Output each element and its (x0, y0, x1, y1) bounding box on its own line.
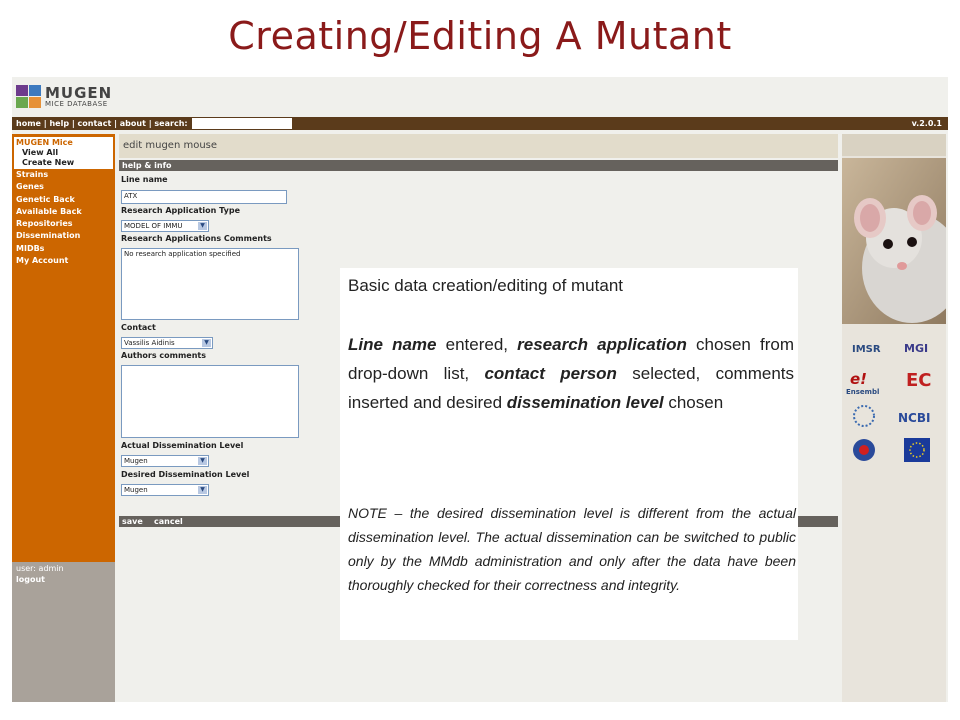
desired-dissemination-select[interactable] (121, 484, 209, 496)
annotation-text: selected, comments inserted and desired (348, 364, 795, 412)
nav-search-label: search: (154, 119, 188, 128)
search-input[interactable] (192, 118, 292, 129)
contact-value: Vassilis Aidinis (124, 339, 175, 347)
save-button[interactable]: save (122, 517, 143, 526)
cancel-button[interactable]: cancel (153, 517, 183, 526)
actual-dissemination-value: Mugen (124, 457, 148, 465)
sidebar (12, 134, 115, 562)
sidebar-item-available-back[interactable]: Available Back (16, 206, 82, 216)
nav-help[interactable]: help (49, 119, 70, 128)
top-nav (12, 117, 948, 130)
line-name-label: Line name (121, 175, 168, 184)
research-type-value: MODEL OF IMMU (124, 222, 183, 230)
line-name-input[interactable]: ATX (121, 190, 287, 204)
version-label: v.2.0.1 (911, 119, 942, 128)
nav-separator: | (111, 119, 120, 128)
partner-logos (842, 332, 946, 476)
slide-title: Creating/Editing A Mutant (228, 14, 732, 58)
page-title: edit mugen mouse (123, 140, 218, 151)
right-column (842, 134, 946, 702)
nav-separator: | (145, 119, 155, 128)
logo-ec: EC (906, 370, 932, 391)
sidebar-item-dissemination[interactable]: Dissemination (16, 231, 81, 241)
sidebar-item-midbs[interactable]: MIDBs (16, 243, 45, 253)
sidebar-item-strains[interactable]: Strains (16, 170, 49, 179)
logo-mgi: MGI (904, 342, 929, 355)
annotation-body (348, 330, 794, 417)
help-info-bar[interactable]: help & info (119, 160, 838, 171)
logo-ncbi: NCBI (898, 411, 931, 425)
chevron-down-icon: ▼ (198, 222, 207, 230)
annotation-text: chosen from drop-down list, (348, 335, 795, 383)
mugen-logo[interactable] (16, 83, 112, 111)
annotation-text: entered, (436, 335, 518, 354)
term-research-application: research application (517, 335, 687, 354)
nav-separator: | (40, 119, 50, 128)
mugen-logo-icon (16, 85, 42, 109)
research-comments-label: Research Applications Comments (121, 234, 272, 243)
contact-select[interactable] (121, 337, 213, 349)
nav-separator: | (69, 119, 78, 128)
desired-dissemination-label: Desired Dissemination Level (121, 470, 250, 479)
annotation-text: chosen (663, 393, 724, 412)
current-user: user: admin (16, 564, 64, 573)
sidebar-item-create-new[interactable]: Create New (22, 158, 75, 167)
sidebar-item-genetic-back[interactable]: Genetic Back (16, 194, 75, 204)
user-box (12, 562, 115, 702)
term-contact-person: contact person (484, 364, 617, 383)
sidebar-item-genes[interactable]: Genes (16, 182, 44, 192)
decorative-strip (842, 134, 946, 156)
annotation-note: NOTE – the desired dissemination level is different from the actual dissemination level. The actual dissemination can be switched to public only by the MMdb administration and only after the data have been thoroughly checked for their correctness and integrity. (348, 505, 796, 593)
chevron-down-icon: ▼ (198, 457, 207, 465)
sidebar-item-my-account[interactable]: My Account (16, 256, 69, 266)
sidebar-item-repositories[interactable]: Repositories (16, 219, 73, 229)
mouse-photo (842, 158, 946, 324)
research-comments-textarea[interactable]: No research application specified (121, 248, 299, 320)
term-dissemination-level: dissemination level (506, 393, 664, 412)
logo-imsr: IMSR (852, 344, 881, 355)
desired-dissemination-value: Mugen (124, 486, 148, 494)
sidebar-header-mugen-mice[interactable]: MUGEN Mice (16, 138, 73, 147)
research-type-label: Research Application Type (121, 206, 241, 215)
logo-ensembl: Ensembl (846, 388, 880, 396)
nav-contact[interactable]: contact (77, 119, 112, 128)
sidebar-item-view-all[interactable]: View All (22, 148, 59, 157)
app-header (12, 77, 948, 115)
actual-dissemination-select[interactable] (121, 455, 209, 467)
authors-comments-label: Authors comments (121, 351, 207, 360)
authors-comments-textarea[interactable] (121, 365, 299, 438)
annotation-heading: Basic data creation/editing of mutant (348, 276, 623, 295)
logo-name: MUGEN (45, 84, 113, 102)
svg-text:e!: e! (850, 370, 868, 388)
research-type-select[interactable] (121, 220, 209, 232)
term-line-name: Line name (348, 335, 437, 354)
logo-subtitle: MICE DATABASE (45, 100, 108, 108)
chevron-down-icon: ▼ (198, 486, 207, 494)
nav-home[interactable]: home (16, 119, 41, 128)
sidebar-mice-group (14, 137, 113, 169)
page-header (119, 134, 838, 158)
logout-link[interactable]: logout (16, 575, 45, 584)
chevron-down-icon: ▼ (202, 339, 211, 347)
annotation-panel (340, 268, 798, 640)
nav-about[interactable]: about (119, 119, 146, 128)
contact-label: Contact (121, 323, 156, 332)
actual-dissemination-label: Actual Dissemination Level (121, 441, 244, 450)
